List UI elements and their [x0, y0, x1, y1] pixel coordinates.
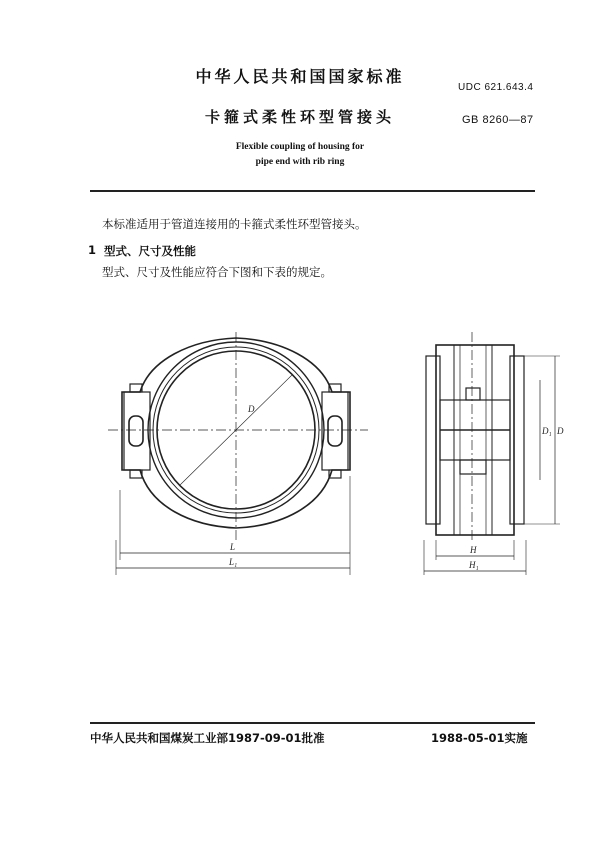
english-title-line1: Flexible coupling of housing for	[235, 142, 365, 152]
label-H: H	[470, 545, 477, 555]
label-L: L	[230, 542, 236, 552]
section-paragraph: 型式、尺寸及性能应符合下图和下表的规定。	[102, 265, 332, 279]
document-title: 卡箍式柔性环型管接头	[204, 108, 395, 126]
side-lower-block	[460, 460, 486, 474]
section-number: 1	[88, 243, 97, 257]
side-housing	[436, 345, 514, 535]
side-nut	[466, 388, 480, 400]
footer-divider	[90, 722, 535, 724]
left-lug	[124, 392, 150, 470]
scope-paragraph: 本标准适用于管道连接用的卡箍式柔性环型管接头。	[102, 217, 367, 231]
section-title: 型式、尺寸及性能	[104, 244, 196, 258]
approval-note: 中华人民共和国煤炭工业部1987-09-01批准	[90, 731, 325, 745]
side-pipe-right	[510, 356, 524, 524]
right-lug	[322, 392, 348, 470]
left-bolt	[129, 416, 143, 446]
right-bolt	[328, 416, 342, 446]
label-D-side: D	[557, 426, 564, 436]
label-D1: D₁	[542, 426, 552, 436]
standard-title: 中华人民共和国国家标准	[195, 67, 405, 86]
side-pipe-left	[426, 356, 440, 524]
effective-date: 1988-05-01实施	[431, 731, 528, 745]
label-L1: L₁	[229, 557, 238, 567]
label-D: D	[248, 404, 255, 414]
label-H1: H₁	[469, 560, 479, 570]
udc-code: UDC 621.643.4	[458, 82, 534, 93]
gb-number: GB 8260—87	[462, 114, 534, 126]
english-title-line2: pipe end with rib ring	[255, 157, 345, 167]
